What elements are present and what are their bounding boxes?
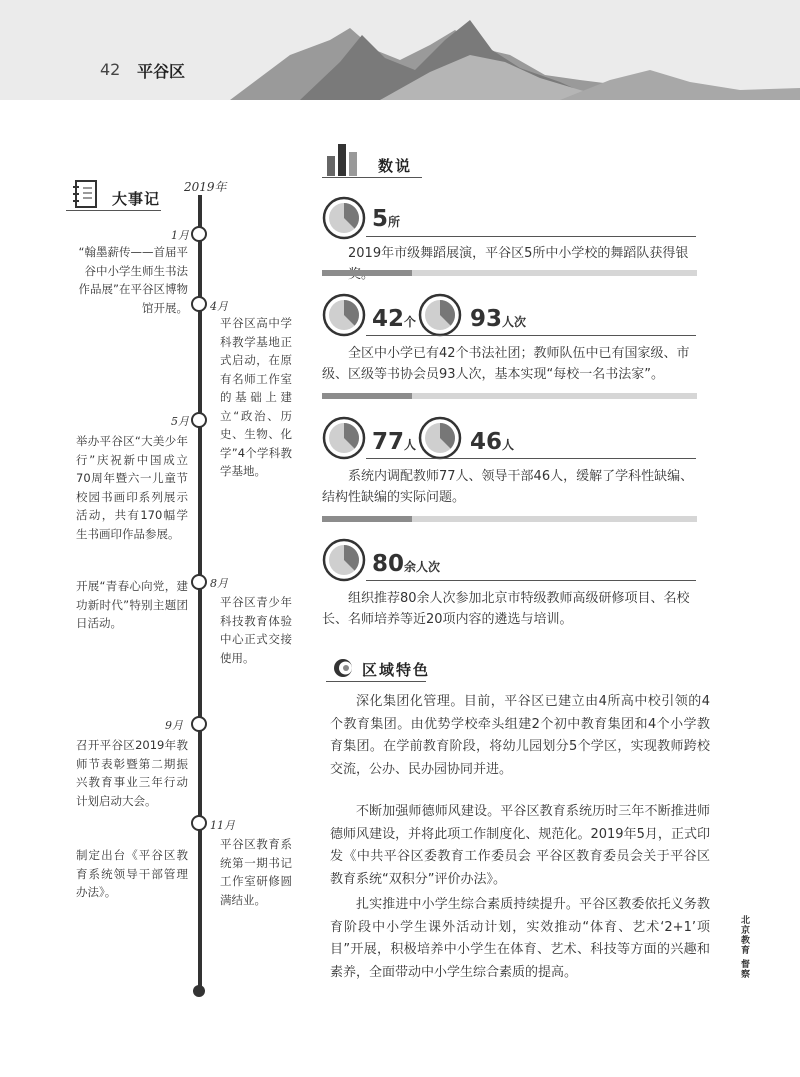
timeline-node-sep — [191, 716, 207, 732]
bar-chart-icon — [325, 140, 367, 176]
pie-icon — [322, 196, 366, 240]
pie-icon — [322, 538, 366, 582]
stat-2b-value — [470, 306, 526, 332]
month-nov: 11月 — [210, 819, 235, 832]
month-sep: 9月 — [165, 719, 183, 732]
region-paragraph-1: 深化集团化管理。目前，平谷区已建立由4所高中校引领的4个教育集团。由优势学校牵头组建2个初中教育集团和4个小学教育集团。在学前教育阶段，将幼儿园划分5个学区，实现教师跨校交流，公办、民办园协同并进。 — [330, 694, 710, 777]
region-paragraph-3: 扎实推进中小学生综合素质持续提升。平谷区教委依托义务教育阶段中小学生课外活动计划，实效推动“体育、艺术‘2+1’项目”开展，积极培养中小学生在体育、艺术、科技等方面的兴趣和素养，全面带动中小学生综合素质的提高。 — [330, 897, 710, 980]
stat-1-text: 2019年市级舞蹈展演，平谷区5所中小学校的舞蹈队获得银 — [348, 246, 689, 261]
event-may-1: 举办平谷区“大美少年行”庆祝新中国成立70周年暨六一儿童节校园书画印系列展示活动，共有170幅学生书画印作品参展。 — [76, 434, 188, 541]
stat-number: 77 — [372, 429, 405, 455]
timeline-node-jan — [191, 226, 207, 242]
event-apr: 平谷区高中学科教学基地正式启动，在原有名师工作室的基础上建立“政治、历史、生物、化学”4个学科教学基地。 — [220, 316, 292, 478]
stat-1-bar-dark — [322, 270, 412, 276]
notebook-icon — [70, 178, 102, 210]
timeline-node-nov — [191, 815, 207, 831]
stat-3-bar-dark — [322, 516, 412, 522]
stat-2-bar-light — [412, 393, 697, 399]
stat-unit: 人 — [502, 438, 515, 452]
data-title-underline — [322, 177, 422, 178]
stat-1-line — [366, 236, 696, 237]
month-jan: 1月 — [171, 229, 189, 242]
stat-3-text: 系统内调配教师77人、领导干部46人，缓解了学科性缺编、结构性缺编的实际问题。 — [322, 469, 694, 505]
event-nov: 平谷区教育系统第一期书记工作室研修圆满结业。 — [220, 837, 292, 907]
stat-unit: 余人次 — [404, 560, 441, 574]
event-jan: “翰墨薪传——首届平谷中小学生师生书法作品展”在平谷区博物馆开展。 — [78, 245, 188, 315]
stat-unit: 个 — [404, 315, 417, 329]
side-label: 北京教育 督察 — [739, 915, 749, 980]
region-paragraph-2: 不断加强师德师风建设。平谷区教育系统历时三年不断推进师德师风建设，并将此项工作制度化、规范化。2019年5月，正式印发《中共平谷区委教育工作委员会 平谷区教育委员会关于平谷区教育系统“双积分”评价办法》。 — [330, 804, 710, 887]
stat-number: 93 — [470, 306, 503, 332]
month-aug: 8月 — [210, 577, 228, 590]
data-section-title: 数说 — [378, 157, 413, 175]
event-may-2: 开展“青春心向党，建功新时代”特别主题团日活动。 — [76, 579, 188, 630]
timeline-node-apr — [191, 296, 207, 312]
region-title: 区域特色 — [362, 661, 431, 679]
stat-3-line — [366, 458, 696, 459]
stat-3a-value — [372, 429, 416, 455]
stat-1-bar-light — [412, 270, 697, 276]
pie-icon — [418, 416, 462, 460]
month-apr: 4月 — [210, 300, 228, 313]
timeline-end-dot — [193, 985, 205, 997]
timeline-title: 大事记 — [112, 190, 161, 208]
stat-2a-value — [372, 306, 416, 332]
stat-2-line — [366, 335, 696, 336]
event-aug: 平谷区青少年科技教育体验中心正式交接使用。 — [220, 595, 292, 665]
stat-unit: 人次 — [502, 315, 527, 329]
stat-4-text: 组织推荐80余人次参加北京市特级教师高级研修项目、名校长、名师培养等近20项内容的遴选与培训。 — [322, 591, 690, 627]
stat-3b-value — [470, 429, 514, 455]
stat-3-bar-light — [412, 516, 697, 522]
stat-unit: 人 — [404, 438, 417, 452]
stat-2-bar-dark — [322, 393, 412, 399]
timeline-node-aug — [191, 574, 207, 590]
stat-4-value — [372, 551, 440, 577]
event-sep-1: 召开平谷区2019年教师节表彰暨第二期振兴教育事业三年行动计划启动大会。 — [76, 738, 188, 808]
stat-number: 5 — [372, 206, 389, 232]
pie-icon — [322, 416, 366, 460]
stat-4-line — [366, 580, 696, 581]
district-name: 平谷区 — [137, 62, 186, 81]
timeline-title-underline — [66, 210, 161, 211]
event-sep-2: 制定出台《平谷区教育系统领导干部管理办法》。 — [76, 848, 188, 899]
month-may: 5月 — [171, 415, 189, 428]
stat-number: 80 — [372, 551, 405, 577]
stat-2-text: 全区中小学已有42个书法社团；教师队伍中已有国家级、市级、区级等书协会员93人次，基本实现“每校一名书法家”。 — [322, 346, 690, 382]
timeline-node-may — [191, 412, 207, 428]
crescent-icon — [332, 657, 354, 679]
stat-number: 42 — [372, 306, 405, 332]
mountain-illustration — [0, 0, 800, 100]
timeline-year: 2019年 — [184, 180, 227, 194]
pie-icon — [322, 293, 366, 337]
pie-icon — [418, 293, 462, 337]
stat-number: 46 — [470, 429, 503, 455]
timeline-line — [198, 195, 202, 995]
region-title-underline — [326, 681, 426, 682]
stat-1-value — [372, 206, 400, 232]
page-number: 42 — [100, 60, 121, 79]
stat-unit: 所 — [388, 215, 401, 229]
